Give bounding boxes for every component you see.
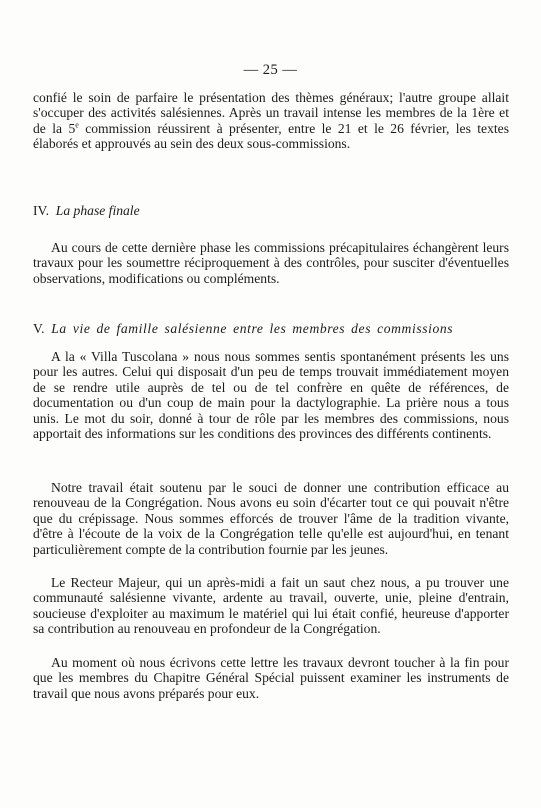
intro-paragraph [33,90,509,152]
section-iv-heading [33,203,509,219]
section-v-paragraph-3: Le Recteur Majeur, qui un après-midi a fait un saut chez nous, a pu trouver une communauté salésienne vivante, ardente au travail, ouverte, unie, pleine d'entrain, soucieuse d'exploiter au maximum le matériel qui lui était confié, heureuse d'apporter sa contribution au renouveau en profondeur de la Congrégation. [33,575,509,637]
section-v-paragraph-4: Au moment où nous écrivons cette lettre les travaux devront toucher à la fin pour que les membres du Chapitre Général Spécial puissent examiner les instruments de travail que nous avons préparés pour eux. [33,655,509,701]
section-v-number: V. [33,321,45,336]
section-iv-title: La phase finale [55,203,140,218]
section-iv-number: IV. [33,203,49,218]
section-iv-paragraph: Au cours de cette dernière phase les commissions précapitulaires échangèrent leurs travaux pour les soumettre réciproquement à des contrôles, pour susciter d'éventuelles observations, modifications ou compléments. [33,240,509,286]
section-v-title: La vie de famille salésienne entre les membres des commissions [51,321,454,336]
intro-text-part-2: commission réussirent à présenter, entre le 21 et le 26 février, les textes élaborés et approuvés au sein des deux sous-commissions. [33,120,509,152]
intro-text-part-1: confié le soin de parfaire le présentation des thèmes généraux; l'autre groupe allait s'occuper des activités salésiennes. Après un travail intense les membres de la 1ère et de la 5 [33,90,509,136]
page-number: — 25 — [243,62,298,78]
section-v-paragraph-2: Notre travail était soutenu par le souci de donner une contribution efficace au renouveau de la Congrégation. Nous avons eu soin d'écarter tout ce qui pouvait n'être que du crépissage. Nous sommes efforcés de trouver l'âme de la tradition vivante, d'être à l'écoute de la voix de la Congrégation telle qu'elle est aujourd'hui, en tenant particulièrement compte de la contribution fournie par les jeunes. [33,480,509,557]
section-v-paragraph-1: A la « Villa Tuscolana » nous nous sommes sentis spontanément présents les uns pour les autres. Celui qui disposait d'un peu de temps trouvait immédiatement moyen de se rendre utile auprès de tel ou de tel confrère en quête de références, de documentation ou d'un coup de main pour la dactylographie. La prière nous a tous unis. Le mot du soir, donné à tour de rôle par les membres des commissions, nous apportait des informations sur les conditions des provinces des différents continents. [33,349,509,442]
section-v-heading [33,321,509,337]
intro-superscript: e [75,120,79,130]
